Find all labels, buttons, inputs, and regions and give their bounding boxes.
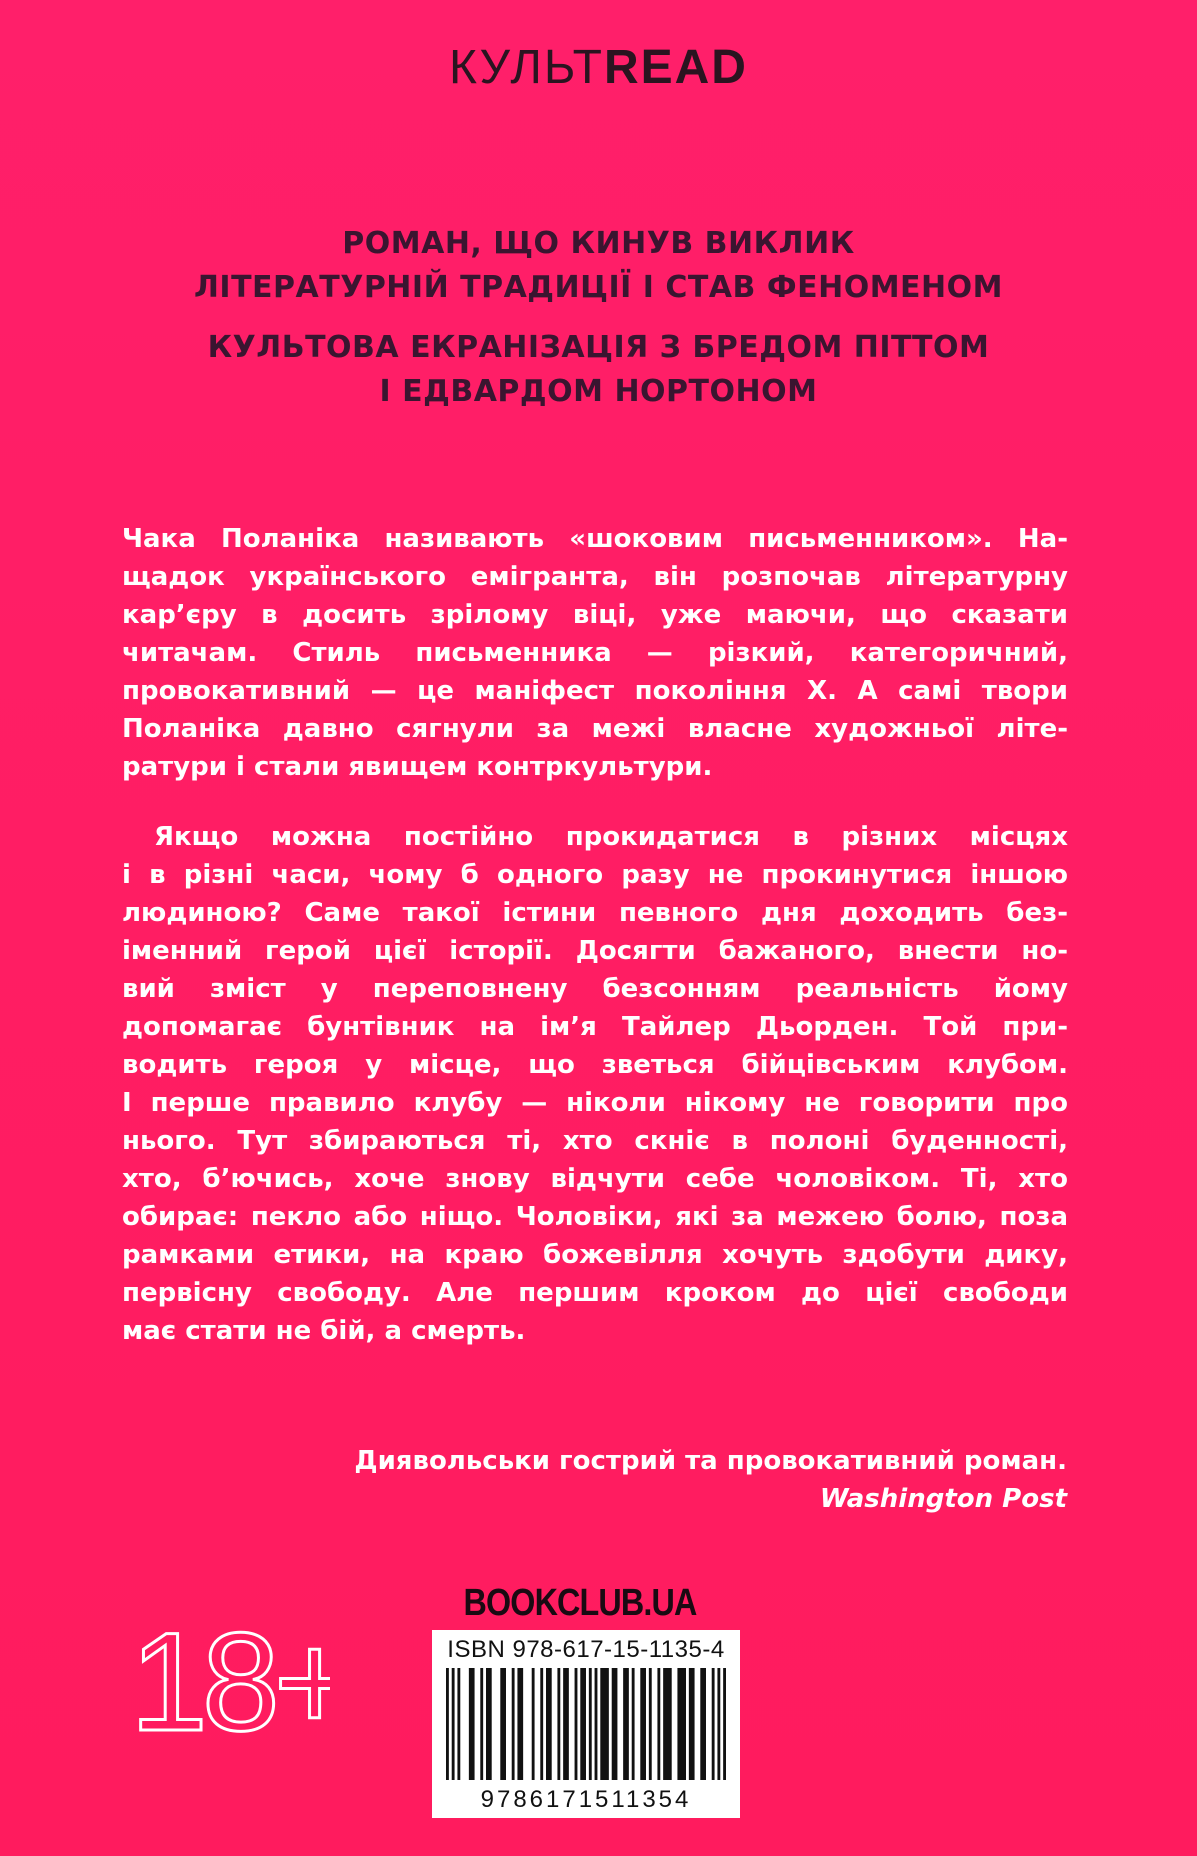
barcode-bar [452, 1668, 455, 1780]
headline-block-2 [0, 326, 1197, 414]
barcode-bar [480, 1668, 483, 1780]
barcode-bar [500, 1668, 506, 1780]
barcode-bar [532, 1668, 535, 1780]
barcode-bar [512, 1668, 515, 1780]
barcode-bar [632, 1668, 635, 1780]
barcode-panel [432, 1630, 740, 1818]
barcode-bar [557, 1668, 560, 1780]
isbn-label: ISBN 978-617-15-1135-4 [447, 1636, 725, 1663]
barcode-icon [446, 1668, 726, 1780]
text-line: ратури і стали явищем контркультури. [122, 752, 713, 782]
barcode-bar [712, 1668, 715, 1780]
text-line: людиною? Саме такої істини певного дня доходить без- [122, 898, 1068, 928]
author-paragraph [122, 520, 1068, 786]
text-line: має стати не бій, а смерть. [122, 1316, 526, 1346]
headlines [0, 222, 1197, 430]
text-line: провокативний — це маніфест покоління X. А самі твори [122, 676, 1068, 706]
age-rating-outline [130, 1612, 330, 1752]
barcode-bar [612, 1668, 618, 1780]
barcode-bar [657, 1668, 660, 1780]
barcode-bar [640, 1668, 646, 1780]
barcode-bar [446, 1668, 449, 1780]
text-line: і в різні часи, чому б одного разу не прокинутися іншою [122, 860, 1068, 890]
text-line: іменний герой цієї історії. Досягти бажаного, внести но- [122, 936, 1068, 966]
barcode-bar [580, 1668, 586, 1780]
text-line: щадок українського емігранта, він розпочав літературну [122, 562, 1068, 592]
age-rating-text: 18+ [130, 1612, 330, 1752]
headline-line: КУЛЬТОВА ЕКРАНІЗАЦІЯ З БРЕДОМ ПІТТОМ [207, 330, 990, 365]
quote-text: Диявольськи гострий та провокативний роман. [354, 1446, 1067, 1476]
barcode-bar [595, 1668, 598, 1780]
age-rating [130, 1612, 330, 1756]
barcode-bar [486, 1668, 492, 1780]
press-quote [167, 1442, 1067, 1518]
text-line: Якщо можна постійно прокидатися в різних місцях [154, 822, 1068, 852]
barcode-bar [689, 1668, 695, 1780]
text-line: Чака Поланіка називають «шоковим письменником». На- [122, 524, 1068, 554]
text-line: читачам. Стиль письменника — різкий, категоричний, [122, 638, 1068, 668]
headline-line: І ЕДВАРДОМ НОРТОНОМ [379, 374, 818, 409]
barcode-bar [649, 1668, 652, 1780]
blurb-text [122, 520, 1068, 1350]
text-line: первісну свободу. Але першим кроком до цієї свободи [122, 1278, 1068, 1308]
headline-line: ЛІТЕРАТУРНІЙ ТРАДИЦІЇ І СТАВ ФЕНОМЕНОМ [193, 270, 1004, 305]
barcode-bar [717, 1668, 720, 1780]
barcode-bar [600, 1668, 609, 1780]
barcode-bar [540, 1668, 543, 1780]
logo-part-kult: КУЛЬТ [449, 41, 604, 94]
barcode-bar [546, 1668, 552, 1780]
text-line: водить героя у місце, що зветься бійцівським клубом. [122, 1050, 1068, 1080]
text-line: Поланіка давно сягнули за межі власне художньої літе- [122, 714, 1068, 744]
text-line: обирає: пекло або ніщо. Чоловіки, які за межею болю, поза [122, 1202, 1068, 1232]
text-line: вий зміст у переповнену безсонням реальність йому [122, 974, 1068, 1004]
barcode-bar [589, 1668, 592, 1780]
text-line: хто, б’ючись, хоче знову відчути себе чоловіком. Ті, хто [122, 1164, 1068, 1194]
text-line: допомагає бунтівник на ім’я Тайлер Дьорден. Той при- [122, 1012, 1068, 1042]
barcode-bar [723, 1668, 726, 1780]
barcode-bar [457, 1668, 460, 1780]
barcode-bar [517, 1668, 523, 1780]
barcode-bar [575, 1668, 578, 1780]
barcode-bar [469, 1668, 475, 1780]
publisher-logo: BOOKCLUB.UA [463, 1582, 697, 1624]
barcode-bar [677, 1668, 686, 1780]
headline-block-1 [0, 222, 1197, 310]
barcode-bar [623, 1668, 629, 1780]
barcode-bar [663, 1668, 672, 1780]
barcode-bar [563, 1668, 569, 1780]
text-line: рамками етики, на краю божевілля хочуть здобути дику, [122, 1240, 1068, 1270]
headline-line: РОМАН, ЩО КИНУВ ВИКЛИК [342, 226, 855, 261]
text-line: І перше правило клубу — ніколи нікому не говорити про [122, 1088, 1068, 1118]
text-line: нього. Тут збираються ті, хто скніє в полоні буденності, [122, 1126, 1068, 1156]
barcode-bar [700, 1668, 706, 1780]
barcode-digits: 9786171511354 [480, 1786, 692, 1813]
text-line: кар’єру в досить зрілому віці, уже маючи, що сказати [122, 600, 1068, 630]
quote-source: Washington Post [819, 1484, 1067, 1514]
imprint-logo [0, 40, 1197, 95]
logo-part-read: READ [603, 41, 748, 94]
plot-paragraph [122, 818, 1068, 1350]
